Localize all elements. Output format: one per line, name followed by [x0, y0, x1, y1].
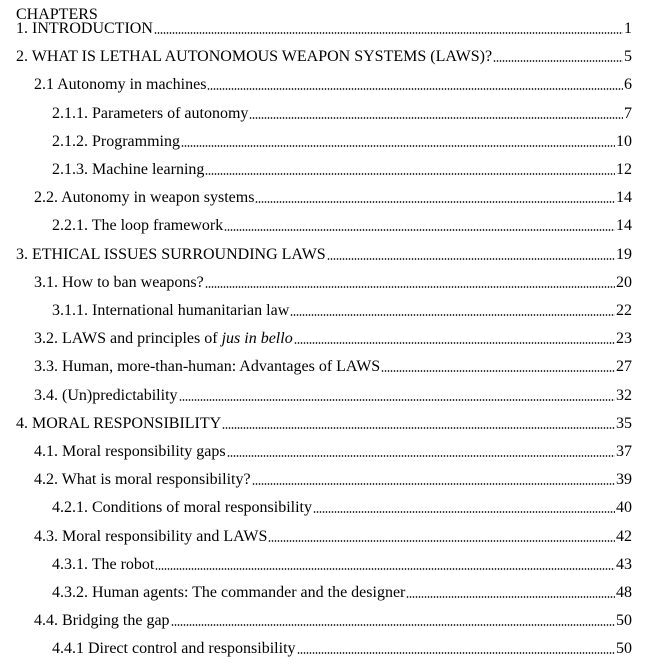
- toc-entry[interactable]: [0, 300, 648, 320]
- dot-leader: [313, 511, 615, 513]
- toc-line: [52, 215, 632, 235]
- toc-heading: CHAPTERS: [16, 6, 98, 23]
- toc-entry[interactable]: [0, 610, 648, 630]
- toc-entry-title-text: 2.1 Autonomy in machines: [34, 76, 207, 94]
- toc-entry-title-text: 2.1.1. Parameters of autonomy: [52, 104, 249, 122]
- toc-entry-title: [52, 584, 405, 602]
- toc-page-number: 50: [616, 612, 632, 630]
- toc-page-number: 20: [616, 273, 632, 291]
- toc-entry-title-text: 2.2.1. The loop framework: [52, 217, 224, 235]
- toc-page-number: 6: [624, 76, 632, 94]
- dot-leader: [181, 145, 615, 147]
- toc-entry-title-text: 2. WHAT IS LETHAL AUTONOMOUS WEAPON SYSTEMS (LAWS)?: [16, 48, 493, 66]
- toc-entry-title-text: 3.3. Human, more-than-human: Advantages of LAWS: [34, 358, 381, 376]
- toc-line: [34, 356, 632, 376]
- toc-entry-title: [16, 246, 326, 264]
- toc-entry-title-text: 2.2. Autonomy in weapon systems: [34, 189, 255, 207]
- toc-line: [16, 413, 632, 433]
- dot-leader: [222, 427, 615, 429]
- toc-entry-title-text: 4.2. What is moral responsibility?: [34, 471, 251, 489]
- toc-page-number: 10: [616, 132, 632, 150]
- toc-entry[interactable]: [0, 554, 648, 574]
- toc-entry-title-text: 3.1.1. International humanitarian law: [52, 302, 290, 319]
- toc-entry-title: [52, 302, 289, 320]
- toc-line: [16, 244, 632, 264]
- toc-page-number: 23: [616, 330, 632, 348]
- toc-entry-title-text: 4.2.1. Conditions of moral responsibility: [52, 499, 312, 517]
- dot-leader: [224, 229, 615, 231]
- dot-leader: [294, 342, 615, 344]
- toc-entry[interactable]: [0, 582, 648, 602]
- toc-line: [52, 159, 632, 179]
- toc-entry-title-text: 2.1.2. Programming: [52, 132, 180, 150]
- toc-page-number: 37: [616, 443, 632, 460]
- dot-leader: [249, 117, 623, 119]
- toc-line: [34, 469, 632, 489]
- toc-page-number: 1: [624, 20, 632, 37]
- toc-entry[interactable]: [0, 272, 648, 292]
- dot-leader: [381, 370, 615, 372]
- toc-entry-title: [34, 274, 204, 292]
- toc-entry-title-text: 4.3.1. The robot: [52, 555, 155, 573]
- toc-page-number: 19: [616, 245, 632, 263]
- toc-entry-title: [52, 217, 223, 235]
- toc-line: [34, 328, 632, 348]
- toc-page-number: 32: [616, 386, 632, 404]
- toc-entry-title-text: 3. ETHICAL ISSUES SURROUNDING LAWS: [16, 245, 326, 263]
- toc-line: [52, 582, 632, 602]
- toc-entry[interactable]: [0, 244, 648, 264]
- dot-leader: [205, 286, 615, 288]
- toc-line: [34, 74, 632, 94]
- toc-entry-title-text: 3.1. How to ban weapons?: [34, 273, 204, 291]
- toc-entry-title: [34, 387, 178, 405]
- dot-leader: [493, 60, 623, 62]
- toc-page-number: 14: [616, 189, 632, 207]
- toc-line: [16, 18, 632, 38]
- toc-entry-title-italic: jus in bello: [221, 330, 293, 348]
- toc-page-number: 22: [616, 302, 632, 319]
- toc-entry-title: [34, 76, 206, 94]
- toc-entry-title: [34, 612, 170, 630]
- dot-leader: [205, 173, 615, 175]
- toc-entry-title: [34, 471, 251, 489]
- toc-page-number: 50: [616, 640, 632, 658]
- dot-leader: [290, 314, 615, 316]
- toc-entry[interactable]: [0, 328, 648, 348]
- dot-leader: [268, 540, 615, 542]
- toc-entry-title-text: 4.3. Moral responsibility and LAWS: [34, 527, 268, 545]
- toc-entry-title: [16, 415, 221, 433]
- toc-line: [34, 441, 632, 461]
- toc-entry[interactable]: [0, 74, 648, 94]
- toc-entry[interactable]: [0, 469, 648, 489]
- toc-entry[interactable]: [0, 103, 648, 123]
- toc-page-number: 40: [616, 499, 632, 517]
- toc-entry-title-text: 4.4. Bridging the gap: [34, 612, 170, 630]
- dot-leader: [252, 483, 615, 485]
- toc-entry[interactable]: [0, 441, 648, 461]
- toc-line: [34, 610, 632, 630]
- toc-page-number: 12: [616, 161, 632, 178]
- toc-entry[interactable]: [0, 159, 648, 179]
- dot-leader: [155, 568, 615, 570]
- toc-line: [34, 272, 632, 292]
- toc-entry-title: [34, 528, 267, 546]
- toc-entry-title: [52, 133, 180, 151]
- toc-entry-title: [52, 640, 296, 658]
- toc-page-number: 48: [616, 584, 632, 601]
- toc-line: [52, 103, 632, 123]
- toc-line: [52, 131, 632, 151]
- toc-entry[interactable]: [0, 131, 648, 151]
- toc-line: [34, 187, 632, 207]
- toc-line: [52, 497, 632, 517]
- toc-page-number: 27: [616, 358, 632, 376]
- toc-entry-title: [52, 499, 312, 517]
- dot-leader: [171, 624, 615, 626]
- toc-entry-title-text: 3.4. (Un)predictability: [34, 386, 178, 404]
- toc-entry[interactable]: [0, 385, 648, 405]
- toc-page-number: 43: [616, 555, 632, 573]
- dot-leader: [179, 399, 615, 401]
- toc-page-number: 7: [624, 104, 632, 122]
- toc-entry-title-text: 4. MORAL RESPONSIBILITY: [16, 414, 222, 432]
- toc-entry[interactable]: [0, 413, 648, 433]
- dot-leader: [327, 258, 615, 260]
- toc-entry[interactable]: [0, 215, 648, 235]
- toc-entry-title-text: 4.3.2. Human agents: The commander and the designer: [52, 584, 406, 601]
- toc-entry[interactable]: [0, 638, 648, 658]
- toc-line: [34, 526, 632, 546]
- toc-page-number: 14: [616, 217, 632, 235]
- toc-line: [52, 638, 632, 658]
- toc-page-number: 42: [616, 527, 632, 545]
- toc-entry[interactable]: [0, 526, 648, 546]
- dot-leader: [227, 455, 615, 457]
- toc-entry-title: [34, 189, 254, 207]
- dot-leader: [297, 652, 615, 654]
- toc-entry[interactable]: [0, 46, 648, 66]
- toc-entry-title: [52, 556, 154, 574]
- toc-entry-title: [52, 161, 204, 179]
- toc-page-number: 39: [616, 471, 632, 489]
- toc-entry-title: [16, 48, 492, 66]
- toc-entry[interactable]: [0, 497, 648, 517]
- toc-entry-title: [52, 105, 248, 123]
- dot-leader: [154, 32, 623, 34]
- toc-entry-title: [34, 443, 226, 461]
- toc-entry[interactable]: [0, 187, 648, 207]
- toc-entry-title: [34, 358, 380, 376]
- toc-entry[interactable]: [0, 356, 648, 376]
- toc-page-number: 35: [616, 414, 632, 432]
- dot-leader: [207, 88, 623, 90]
- toc-entry-title-text: 3.2. LAWS and principles of: [34, 330, 222, 348]
- toc-page-number: 5: [624, 48, 632, 66]
- toc-entry-title-text: 1. INTRODUCTION: [16, 20, 153, 37]
- dot-leader: [406, 596, 615, 598]
- toc-entry[interactable]: [0, 18, 648, 38]
- toc-entry-title-text: 4.4.1 Direct control and responsibility: [52, 640, 296, 658]
- toc-line: [16, 46, 632, 66]
- toc-line: [52, 300, 632, 320]
- toc-entry-title-text: 4.1. Moral responsibility gaps: [34, 443, 226, 460]
- toc-entry-title-text: 2.1.3. Machine learning: [52, 161, 205, 178]
- toc-entry-title: [34, 330, 293, 348]
- toc-line: [52, 554, 632, 574]
- toc-entry-title: [16, 20, 153, 38]
- toc-line: [34, 385, 632, 405]
- dot-leader: [255, 201, 615, 203]
